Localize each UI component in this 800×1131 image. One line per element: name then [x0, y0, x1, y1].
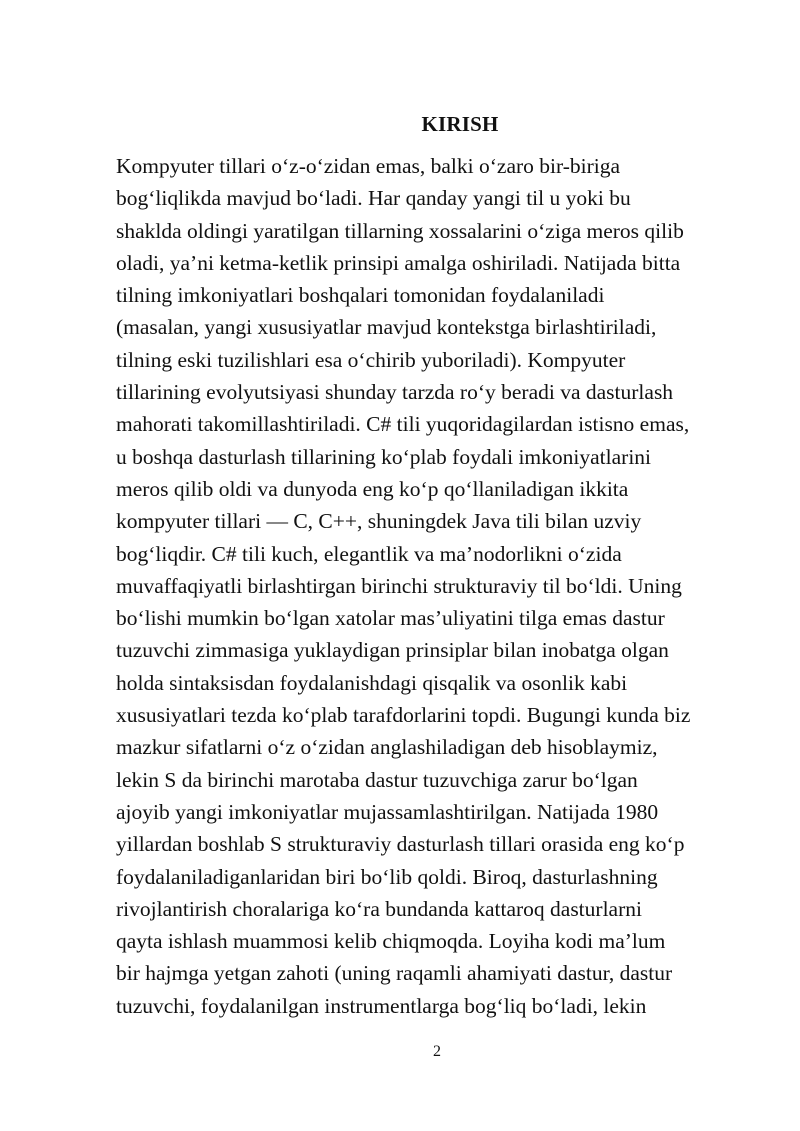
text-line: foydalaniladiganlaridan biri bo‘lib qoldi. Biroq, dasturlashning — [116, 864, 658, 889]
text-line: qayta ishlash muammosi kelib chiqmoqda. Loyiha kodi ma’lum — [116, 929, 666, 954]
text-line: Kompyuter tillari o‘z-o‘zidan emas, balki o‘zaro bir-biriga — [116, 154, 621, 178]
text-line: tuzuvchi zimmasiga yuklaydigan prinsiplar bilan inobatga olgan — [116, 638, 669, 663]
text-line: meros qilib oldi va dunyoda eng ko‘p qo‘llaniladigan ikkita — [116, 476, 629, 501]
text-line: ajoyib yangi imkoniyatlar mujassamlashtirilgan. Natijada 1980 — [116, 799, 659, 824]
page-number: 2 — [433, 1043, 441, 1060]
text-line: (masalan, yangi xususiyatlar mavjud kontekstga birlashtiriladi, — [116, 315, 657, 340]
text-line: tilning imkoniyatlari boshqalari tomonidan foydalaniladi — [116, 283, 605, 308]
text-line: kompyuter tillari — C, C++, shuningdek Java tili bilan uzviy — [116, 509, 642, 534]
text-line: u boshqa dasturlash tillarining ko‘plab foydali imkoniyatlarini — [116, 444, 652, 469]
text-line: xususiyatlari tezda ko‘plab tarafdorlarini topdi. Bugungi kunda biz — [116, 703, 691, 728]
section-heading: KIRISH — [421, 112, 499, 136]
text-line: holda sintaksisdan foydalanishdagi qisqalik va osonlik kabi — [116, 670, 628, 695]
text-line: bog‘liqlikda mavjud bo‘ladi. Har qanday yangi til u yoki bu — [116, 186, 631, 211]
text-line: oladi, ya’ni ketma-ketlik prinsipi amalga oshiriladi. Natijada bitta — [116, 250, 681, 275]
text-line: yillardan boshlab S strukturaviy dasturlash tillari orasida eng ko‘p — [116, 832, 685, 857]
text-line: bir hajmga yetgan zahoti (uning raqamli ahamiyati dastur, dastur — [116, 961, 673, 986]
text-line: lekin S da birinchi marotaba dastur tuzuvchiga zarur bo‘lgan — [116, 767, 638, 792]
text-line: tilning eski tuzilishlari esa o‘chirib yuboriladi). Kompyuter — [116, 347, 626, 372]
text-line: bog‘liqdir. C# tili kuch, elegantlik va ma’nodorlikni o‘zida — [116, 541, 622, 566]
text-line: mahorati takomillashtiriladi. C# tili yuqoridagilardan istisno emas, — [116, 412, 690, 437]
text-line: tillarining evolyutsiyasi shunday tarzda ro‘y beradi va dasturlash — [116, 380, 674, 405]
text-line: bo‘lishi mumkin bo‘lgan xatolar mas’uliyatini tilga emas dastur — [116, 606, 665, 631]
text-line: rivojlantirish choralariga ko‘ra bundanda kattaroq dasturlarni — [116, 896, 642, 921]
text-line: tuzuvchi, foydalanilgan instrumentlarga bog‘liq bo‘ladi, lekin — [116, 993, 647, 1018]
text-line: mazkur sifatlarni o‘z o‘zidan anglashiladigan deb hisoblaymiz, — [116, 735, 658, 760]
text-line: muvaffaqiyatli birlashtirgan birinchi strukturaviy til bo‘ldi. Uning — [116, 573, 682, 598]
text-line: shaklda oldingi yaratilgan tillarning xossalarini o‘ziga meros qilib — [116, 218, 684, 243]
body-text — [116, 150, 776, 1022]
